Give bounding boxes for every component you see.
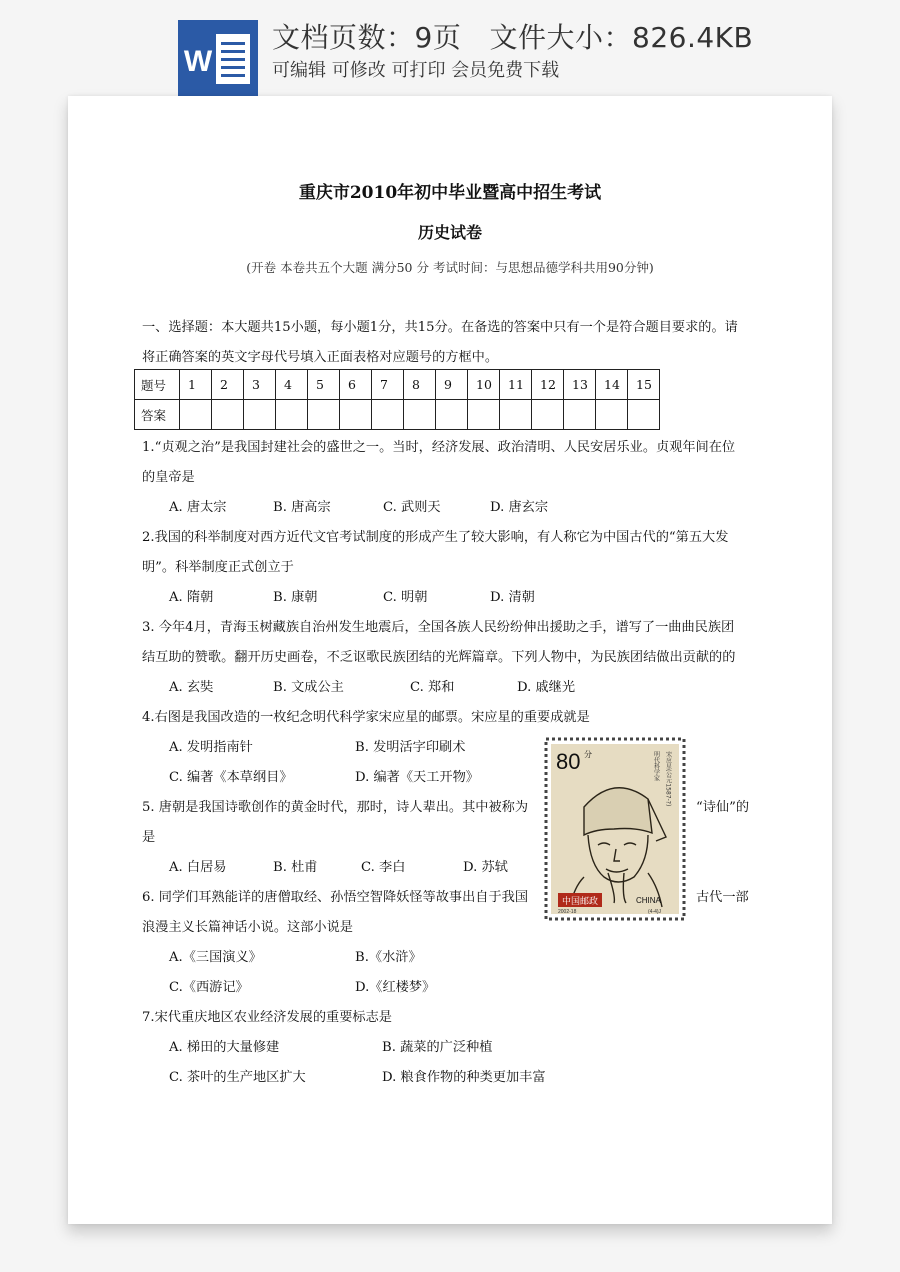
answer-box[interactable] — [372, 400, 404, 430]
table-cell-number: 8 — [404, 370, 436, 400]
exam-note: (开卷 本卷共五个大题 满分50 分 考试时间：与思想品德学科共用90分钟) — [246, 260, 654, 275]
q3-option-d: D. 戚继光 — [517, 680, 576, 695]
q4-option-b: B. 发明活字印刷术 — [355, 740, 466, 755]
q4-option-d: D. 编著《天工开物》 — [355, 770, 479, 785]
stamp-value: 80 — [556, 749, 581, 774]
stamp-country: CHINA — [636, 896, 661, 905]
q2-option-b: B. 康朝 — [273, 590, 318, 605]
section1-intro-line2: 将正确答案的英文字母代号填入正面表格对应题号的方框中。 — [142, 350, 499, 365]
answer-box[interactable] — [212, 400, 244, 430]
q1-option-d: D. 唐玄宗 — [490, 500, 549, 515]
section1-intro-line1: 一、选择题：本大题共15小题，每小题1分，共15分。在备选的答案中只有一个是符合题目要求的。请 — [142, 320, 738, 335]
q5-option-c: C. 李白 — [361, 860, 406, 875]
q6-stem-line1-right: 古代一部 — [696, 890, 749, 905]
answer-table — [134, 369, 660, 430]
q2-option-c: C. 明朝 — [383, 590, 428, 605]
table-cell-number: 6 — [340, 370, 372, 400]
answer-box[interactable] — [308, 400, 340, 430]
q1-option-a: A. 唐太宗 — [169, 500, 227, 515]
q5-stem-line1-right: “诗仙”的 — [696, 800, 750, 815]
download-banner — [0, 0, 900, 100]
table-cell-number: 10 — [468, 370, 500, 400]
table-cell-number: 9 — [436, 370, 468, 400]
table-cell-number: 7 — [372, 370, 404, 400]
q1-stem-line1: 1.“贞观之治”是我国封建社会的盛世之一。当时，经济发展、政治清明、人民安居乐业。贞观年间在位 — [142, 440, 736, 455]
q5-option-a: A. 白居易 — [169, 860, 227, 875]
q2-option-a: A. 隋朝 — [169, 590, 214, 605]
q5-stem-line2: 是 — [142, 830, 156, 845]
answer-box[interactable] — [244, 400, 276, 430]
table-cell-number: 3 — [244, 370, 276, 400]
table-row-numbers — [135, 370, 660, 400]
q3-stem-line2: 结互助的赞歌。翻开历史画卷，不乏讴歌民族团结的光辉篇章。下列人物中，为民族团结做出贡献的的 — [142, 650, 736, 665]
answer-box[interactable] — [340, 400, 372, 430]
q3-option-c: C. 郑和 — [410, 680, 455, 695]
table-cell-number: 2 — [212, 370, 244, 400]
q2-stem-line2: 明”。科举制度正式创立于 — [142, 560, 294, 575]
table-cell-number: 11 — [500, 370, 532, 400]
q4-option-c: C. 编著《本草纲目》 — [169, 770, 293, 785]
q4-option-a: A. 发明指南针 — [169, 740, 253, 755]
q1-option-c: C. 武则天 — [383, 500, 441, 515]
q6-option-d: D.《红楼梦》 — [355, 980, 436, 995]
song-yingxing-stamp-image — [544, 737, 686, 921]
table-answer-label: 答案 — [135, 400, 180, 430]
q2-option-d: D. 清朝 — [490, 590, 535, 605]
table-cell-number: 12 — [532, 370, 564, 400]
table-cell-number: 5 — [308, 370, 340, 400]
answer-box[interactable] — [404, 400, 436, 430]
stamp-caption2: 明代科学家 — [652, 751, 660, 781]
word-icon-letter: W — [183, 45, 213, 78]
table-cell-number: 14 — [596, 370, 628, 400]
exam-subject: 历史试卷 — [417, 223, 482, 242]
q7-option-d: D. 粮食作物的种类更加丰富 — [382, 1070, 546, 1085]
q7-option-a: A. 梯田的大量修建 — [169, 1040, 280, 1055]
stamp-code: 2002-18 — [558, 909, 577, 915]
q2-stem-line1: 2.我国的科举制度对西方近代文官考试制度的形成产生了较大影响，有人称它为中国古代的“第五大发 — [142, 530, 729, 545]
document-page — [68, 96, 832, 1224]
q1-stem-line2: 的皇帝是 — [142, 470, 195, 485]
answer-box[interactable] — [564, 400, 596, 430]
stamp-unit: 分 — [584, 750, 592, 759]
q4-stem-line1: 4.右图是我国改造的一枚纪念明代科学家宋应星的邮票。宋应星的重要成就是 — [142, 710, 590, 725]
stamp-caption: 宋应星(公元1587-?) — [664, 751, 672, 807]
q3-stem-line1: 3. 今年4月，青海玉树藏族自治州发生地震后，全国各族人民纷纷伸出援助之手，谱写了一曲曲民族团 — [142, 620, 735, 635]
answer-box[interactable] — [468, 400, 500, 430]
q3-option-a: A. 玄奘 — [169, 680, 214, 695]
q5-stem-line1: 5. 唐朝是我国诗歌创作的黄金时代，那时，诗人辈出。其中被称为 — [142, 800, 529, 815]
q6-stem-line1: 6. 同学们耳熟能详的唐僧取经、孙悟空智降妖怪等故事出自于我国 — [142, 890, 529, 905]
table-cell-number: 4 — [276, 370, 308, 400]
table-row-answers — [135, 400, 660, 430]
q7-stem-line1: 7.宋代重庆地区农业经济发展的重要标志是 — [142, 1010, 392, 1025]
file-features: 可编辑 可修改 可打印 会员免费下载 — [272, 60, 560, 81]
q6-stem-line2: 浪漫主义长篇神话小说。这部小说是 — [142, 920, 353, 935]
answer-box[interactable] — [436, 400, 468, 430]
stamp-code2: (4-4)J — [648, 909, 662, 915]
q1-option-b: B. 唐高宗 — [273, 500, 331, 515]
table-cell-number: 15 — [628, 370, 660, 400]
file-info: 文档页数：9页 文件大小：826.4KB — [272, 21, 754, 54]
q7-option-c: C. 茶叶的生产地区扩大 — [169, 1070, 306, 1085]
q3-option-b: B. 文成公主 — [273, 680, 344, 695]
q5-option-d: D. 苏轼 — [463, 860, 508, 875]
table-cell-number: 13 — [564, 370, 596, 400]
stamp-post: 中国邮政 — [561, 897, 599, 907]
table-header-label: 题号 — [135, 370, 180, 400]
answer-box[interactable] — [180, 400, 212, 430]
q6-option-b: B.《水浒》 — [355, 950, 422, 965]
answer-box[interactable] — [500, 400, 532, 430]
answer-box[interactable] — [628, 400, 660, 430]
q5-option-b: B. 杜甫 — [273, 860, 318, 875]
table-cell-number: 1 — [180, 370, 212, 400]
answer-box[interactable] — [532, 400, 564, 430]
answer-box[interactable] — [276, 400, 308, 430]
exam-title: 重庆市2010年初中毕业暨高中招生考试 — [298, 183, 602, 203]
q7-option-b: B. 蔬菜的广泛种植 — [382, 1040, 493, 1055]
q6-option-c: C.《西游记》 — [169, 980, 249, 995]
answer-box[interactable] — [596, 400, 628, 430]
q6-option-a: A.《三国演义》 — [169, 950, 262, 965]
word-document-icon — [178, 20, 258, 96]
